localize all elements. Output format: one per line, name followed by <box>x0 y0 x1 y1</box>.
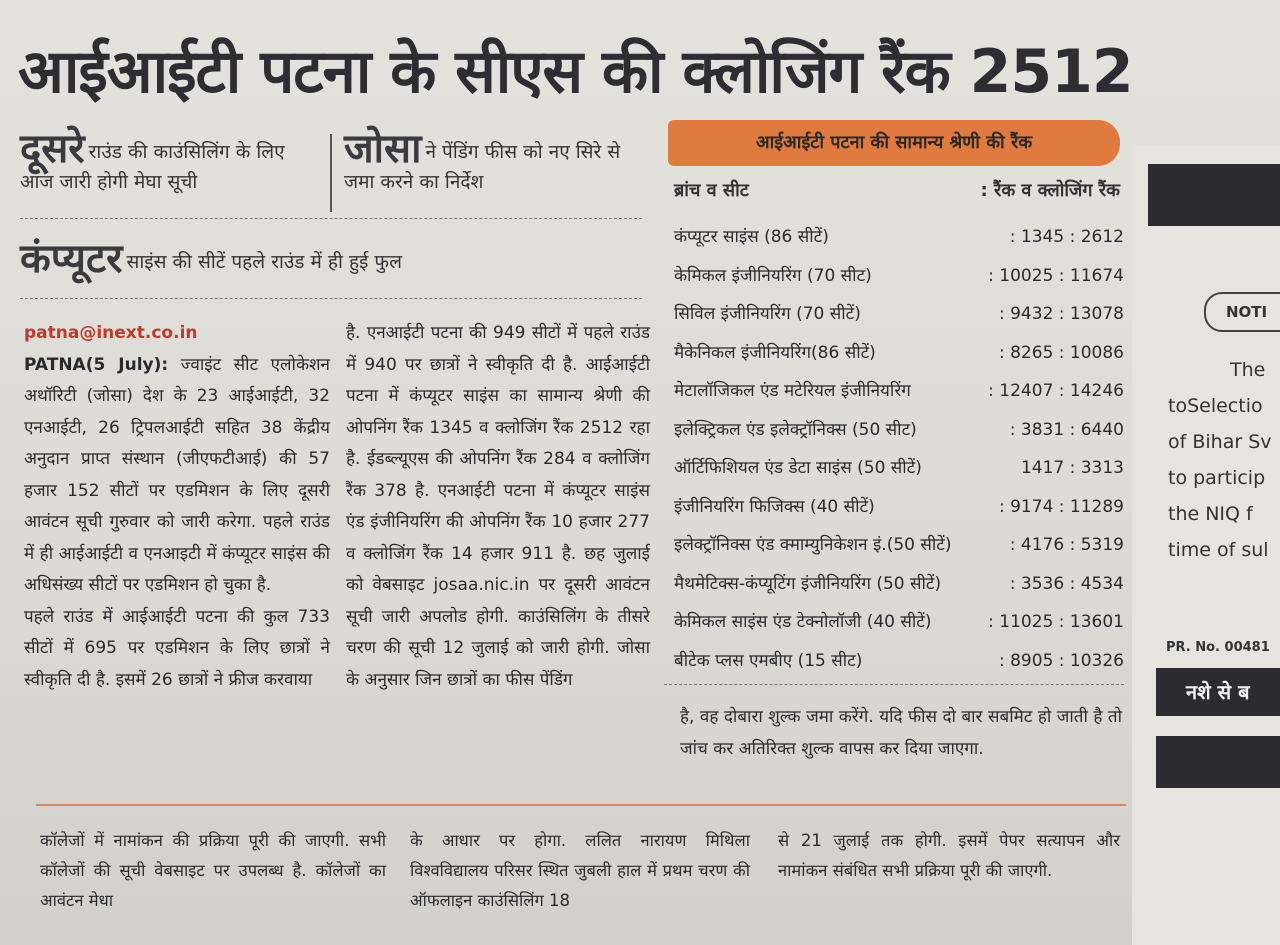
rank-value: : 9174 : 11289 <box>998 496 1124 517</box>
table-row <box>674 334 1124 373</box>
rank-table <box>674 218 1124 680</box>
article-column-3 <box>680 702 1122 765</box>
branch-name: बीटेक प्लस एमबीए (15 सीट) <box>674 650 863 671</box>
table-row <box>674 372 1124 411</box>
dateline: PATNA(5 July): <box>24 354 169 375</box>
divider-orange <box>36 804 1126 806</box>
table-row <box>674 295 1124 334</box>
branch-name: इलेक्ट्रॉनिक्स एंड क्माम्युनिकेशन इं.(50 सीटें) <box>674 535 952 555</box>
rank-value: : 4176 : 5319 <box>1009 535 1124 555</box>
rank-value: : 12407 : 14246 <box>988 381 1124 401</box>
byline-email: patna@inext.co.in <box>24 323 198 343</box>
branch-name: मैकेनिकल इंजीनियरिंग(86 सीटें) <box>674 342 876 363</box>
headline: आईआईटी पटना के सीएस की क्लोजिंग रैंक 2512 <box>18 37 1133 107</box>
subhead-josaa <box>344 126 644 197</box>
table-row <box>674 642 1124 681</box>
dark-band <box>1148 164 1280 226</box>
article-para-4: है, वह दोबारा शुल्क जमा करेंगे. यदि फीस दो बार सबमिट हो जाती है तो जांच कर अतिरिक्त शुल्क वापस कर दिया जाएगा. <box>680 707 1122 759</box>
subhead-second-round-text: राउंड की काउंसिलिंग के लिए आज जारी होगी मेघा सूची <box>20 141 285 193</box>
branch-name: मेटालॉजिकल एंड मटेरियल इंजीनियरिंग <box>674 381 911 401</box>
branch-name: केमिकल इंजीनियरिंग (70 सीट) <box>674 265 872 286</box>
rank-value: : 10025 : 11674 <box>988 265 1124 286</box>
rank-value: : 3536 : 4534 <box>1009 573 1124 594</box>
rank-value: : 1345 : 2612 <box>1009 227 1124 247</box>
subhead-computer-lead: कंप्यूटर <box>20 236 123 282</box>
table-row <box>674 526 1124 565</box>
table-header <box>674 178 1120 202</box>
notice-line: to particip <box>1168 467 1266 489</box>
article-para-1: ज्वाइंट सीट एलोकेशन अथॉरिटी (जोसा) देश के 23 आईआईटी, 32 एनआईटी, 26 ट्रिपलआईटी सहित 38 केंद्रीय अनुदान प्राप्त संस्थान (जीएफटीआई) की 57 हजार 152 सीटों पर एडमिशन के लिए दूसरी आवंटन सूची गुरुवार को जारी करेगा. पहले राउंड में ही आईआईटी व एनआइटी में कंप्यूटर साइंस की अधिसंख्य सीटों पर एडमिशन हो चुका है. <box>24 354 330 595</box>
branch-name: कंप्यूटर साइंस (86 सीटें) <box>674 227 829 247</box>
notice-line: The <box>1230 359 1266 381</box>
bottom-column-2: के आधार पर होगा. ललित नारायण मिथिला विश्वविद्यालय परिसर स्थित जुबली हाल में प्रथम चरण की ऑफलाइन काउंसिलिंग 18 <box>410 831 750 910</box>
subhead-josaa-text: ने पेंडिंग फीस को नए सिरे से जमा करने का निर्देश <box>344 141 621 193</box>
bottom-column-1: कॉलेजों में नामांकन की प्रक्रिया पूरी की जाएगी. सभी कॉलेजों की सूची वेबसाइट पर उपलब्ध है. कॉलेजों का आवंटन मेधा <box>40 831 386 910</box>
article-column-1 <box>24 318 330 696</box>
table-row <box>674 218 1124 257</box>
divider-dashed <box>664 684 1124 685</box>
subhead-second-round <box>20 126 320 197</box>
table-row <box>674 257 1124 296</box>
article-para-3: है. एनआईटी पटना की 949 सीटों में पहले राउंड में 940 पर छात्रों ने स्वीकृति दी है. आईआईटी पटना में कंप्यूटर साइंस का सामान्य श्रेणी की ओपनिंग रैंक 1345 व क्लोजिंग रैंक 2512 रहा है. ईडब्ल्यूएस की ओपनिंग रैंक 284 व क्लोजिंग रैंक 378 है. एनआईटी पटना में कंप्यूटर साइंस एंड इंजीनियरिंग की ओपनिंग रैंक 10 हजार 277 व क्लोजिंग रैंक 14 हजार 911 है. छह जुलाई को वेबसाइट josaa.nic.in पर दूसरी आवंटन सूची जारी अपलोड होगी. काउंसिलिंग के तीसरे चरण की सूची 12 जुलाई को जारी होगी. जोसा के अनुसार जिन छात्रों का फीस पेंडिंग <box>346 323 650 690</box>
branch-name: ऑर्टिफिशियल एंड डेटा साइंस (50 सीटें) <box>674 458 922 478</box>
notice-text <box>1168 352 1272 568</box>
subhead-computer-text: साइंस की सीटें पहले राउंड में ही हुई फुल <box>126 251 402 273</box>
notice-line: of Bihar Sv <box>1168 431 1272 453</box>
subhead-second-round-lead: दूसरे <box>20 126 85 172</box>
rank-value: : 8265 : 10086 <box>998 342 1124 363</box>
notice-pill: NOTI <box>1204 292 1280 332</box>
notice-line: time of sul <box>1168 539 1269 561</box>
article-para-2: पहले राउंड में आईआईटी पटना की कुल 733 सीटों में 695 पर एडमिशन के लिए छात्रों ने स्वीकृति दी है. इसमें 26 छात्रों ने फ्रीज करवाया <box>24 606 330 690</box>
table-row <box>674 411 1124 450</box>
rank-value: : 11025 : 13601 <box>988 612 1124 632</box>
notice-line: toSelectio <box>1168 395 1263 417</box>
bottom-column-3: से 21 जुलाई तक होगी. इसमें पेपर सत्यापन और नामांकन संबंधित सभी प्रक्रिया पूरी की जाएगी. <box>778 831 1120 880</box>
rank-value: : 3831 : 6440 <box>1009 419 1124 440</box>
divider-dashed <box>20 218 642 219</box>
branch-name: सिविल इंजीनियरिंग (70 सीटें) <box>674 304 861 324</box>
divider-vertical <box>330 134 332 212</box>
subhead-josaa-lead: जोसा <box>344 126 422 172</box>
notice-line: the NIQ f <box>1168 503 1253 525</box>
rank-value: : 9432 : 13078 <box>998 304 1124 324</box>
branch-name: इंजीनियरिंग फिजिक्स (40 सीटें) <box>674 496 875 517</box>
dark-band <box>1156 736 1280 788</box>
table-row <box>674 449 1124 488</box>
table-title-badge: आईआईटी पटना की सामान्य श्रेणी की रैंक <box>668 120 1120 166</box>
rank-value: 1417 : 3313 <box>1020 458 1124 478</box>
table-header-rank: : रैंक व क्लोजिंग रैंक <box>980 180 1120 201</box>
dark-band-hindi: नशे से ब <box>1156 668 1280 716</box>
subhead-computer <box>20 236 650 282</box>
table-row <box>674 565 1124 604</box>
table-header-branch: ब्रांच व सीट <box>674 180 749 201</box>
table-row <box>674 603 1124 642</box>
table-row <box>674 488 1124 527</box>
branch-name: केमिकल साइंस एंड टेक्नोलॉजी (40 सीटें) <box>674 612 932 632</box>
pr-number: PR. No. 00481 <box>1166 640 1270 655</box>
branch-name: इलेक्ट्रिकल एंड इलेक्ट्रॉनिक्स (50 सीट) <box>674 419 917 440</box>
rank-value: : 8905 : 10326 <box>998 650 1124 671</box>
branch-name: मैथमेटिक्स-कंप्यूटिंग इंजीनियरिंग (50 सीटें) <box>674 573 942 594</box>
divider-dashed <box>20 298 642 299</box>
article-column-2 <box>346 318 650 696</box>
